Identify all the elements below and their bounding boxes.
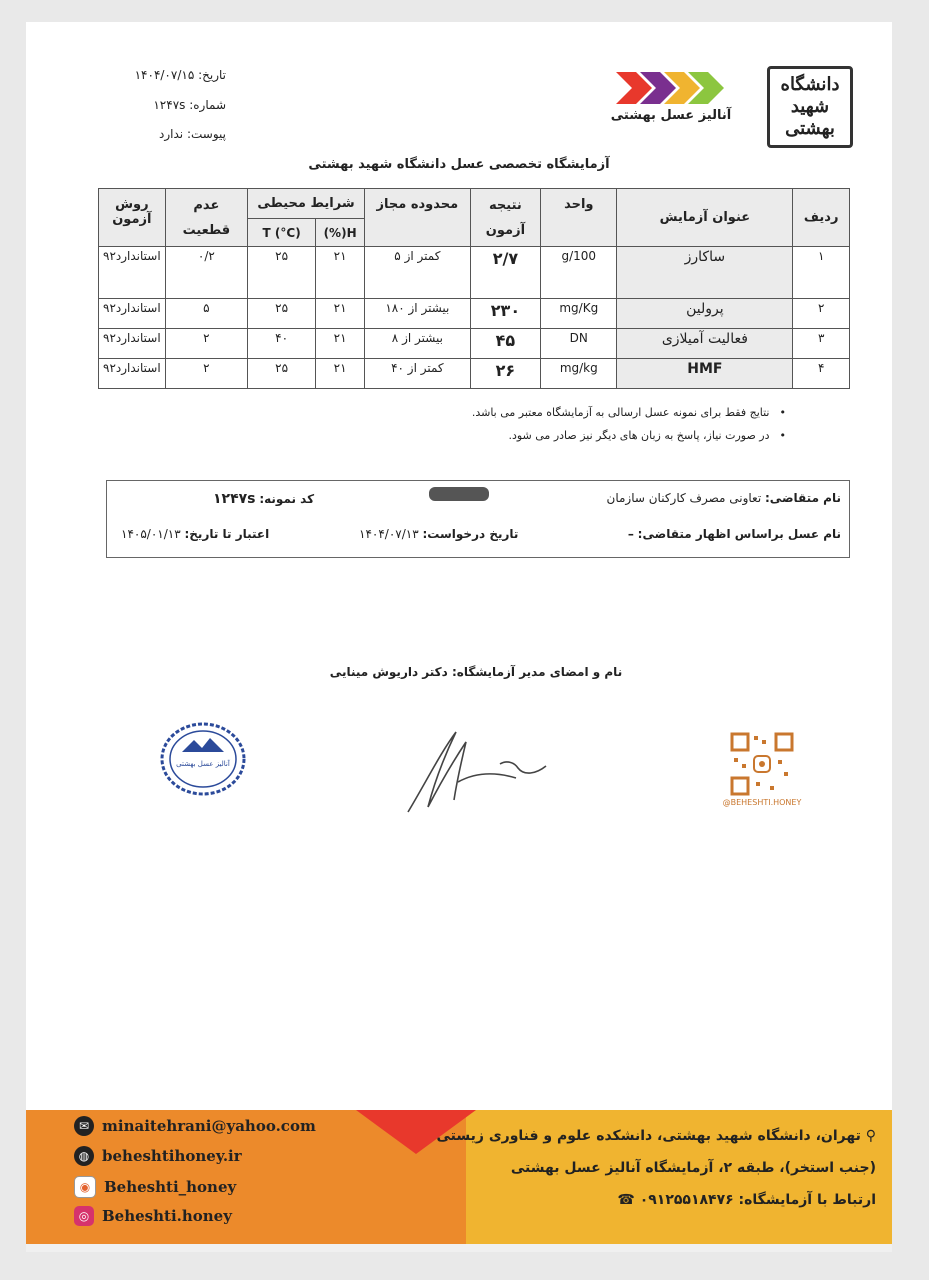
applicant-name-value: تعاونی مصرف کارکنان سازمان <box>606 491 762 505</box>
table-row <box>99 359 850 389</box>
lab-stamp-icon <box>160 722 246 796</box>
cell-unit: mg/Kg <box>541 299 617 329</box>
note-item: • در صورت نیاز، پاسخ به زبان های دیگر نیز صادر می شود. <box>226 429 786 442</box>
footer-bottom-strip <box>26 1244 892 1252</box>
attachment-line: پیوست: ندارد <box>159 127 226 141</box>
cell-limit: بیشتر از ۱۸۰ <box>365 299 471 329</box>
th-row: ردیف <box>793 189 850 247</box>
university-logo <box>767 66 853 148</box>
th-uncertainty <box>165 189 247 247</box>
th-env: شرایط محیطی <box>248 189 365 219</box>
cell-temperature: ۴۰ <box>248 329 316 359</box>
logo-text-3: بهشتی <box>785 118 835 139</box>
cell-row: ۴ <box>793 359 850 389</box>
address-1-text: تهران، دانشگاه شهید بهشتی، دانشکده علوم و فناوری زیستی <box>436 1128 861 1144</box>
cell-unit: g/100 <box>541 247 617 299</box>
th-result-2: آزمون <box>485 222 526 238</box>
request-date <box>359 527 518 541</box>
cell-humidity: ۲۱ <box>316 299 365 329</box>
signature-title: نام و امضای مدیر آزمایشگاه: دکتر داریوش مینایی <box>329 665 623 679</box>
instagram-icon: ◎ <box>74 1206 94 1226</box>
th-result <box>470 189 540 247</box>
th-uncert-1: عدم <box>193 197 220 213</box>
honey-name <box>628 527 841 541</box>
brand-name: آنالیز عسل بهشتی <box>610 108 732 123</box>
notes-list <box>226 406 786 452</box>
table-row <box>99 329 850 359</box>
table-row <box>99 247 850 299</box>
cell-humidity: ۲۱ <box>316 359 365 389</box>
cell-row: ۱ <box>793 247 850 299</box>
th-uncert-2: قطعیت <box>182 222 231 238</box>
cell-test: پرولین <box>617 299 793 329</box>
valid-until-value: ۱۴۰۵/۰۱/۱۳ <box>121 527 181 541</box>
cell-temperature: ۲۵ <box>248 359 316 389</box>
th-unit: واحد <box>541 189 617 247</box>
cell-limit: کمتر از ۵ <box>365 247 471 299</box>
valid-until <box>121 527 269 541</box>
valid-until-label: اعتبار تا تاریخ: <box>184 527 270 541</box>
social-contact-1[interactable] <box>74 1176 236 1198</box>
eitaa-icon: ◉ <box>74 1176 96 1198</box>
cell-humidity: ۲۱ <box>316 329 365 359</box>
th-limit: محدوده مجاز <box>365 189 471 247</box>
brand-logo-icon <box>616 72 728 104</box>
honey-name-value: – <box>627 527 634 541</box>
stamp-text: آنالیز عسل بهشتی <box>176 760 230 768</box>
cell-result: ۴۵ <box>470 329 540 359</box>
cell-temperature: ۲۵ <box>248 299 316 329</box>
logo-text-2: شهید <box>790 96 830 117</box>
social1-text: Beheshti_honey <box>104 1178 237 1196</box>
signature-icon <box>396 712 566 822</box>
th-result-1: نتیجه <box>489 197 522 213</box>
request-date-label: تاریخ درخواست: <box>422 527 519 541</box>
cell-uncertainty: ۵ <box>165 299 247 329</box>
cell-test: HMF <box>617 359 793 389</box>
cell-result: ۲۳۰ <box>470 299 540 329</box>
cell-method: استاندارد۹۲ <box>99 359 166 389</box>
cell-limit: بیشتر از ۸ <box>365 329 471 359</box>
sample-code <box>213 491 314 507</box>
request-date-value: ۱۴۰۴/۰۷/۱۳ <box>359 527 419 541</box>
address-line-2: (جنب استخر)، طبقه ۲، آزمایشگاه آنالیز عسل بهشتی <box>510 1160 876 1176</box>
cell-unit: mg/kg <box>541 359 617 389</box>
th-humidity: H(%) <box>316 219 365 247</box>
social-contact-2[interactable] <box>74 1206 232 1226</box>
footer <box>26 1110 892 1244</box>
cell-temperature: ۲۵ <box>248 247 316 299</box>
cell-humidity: ۲۱ <box>316 247 365 299</box>
mail-icon: ✉ <box>74 1116 94 1136</box>
applicant-box <box>106 480 850 558</box>
sample-code-label: کد نمونه: <box>259 492 315 506</box>
website-contact[interactable] <box>74 1146 242 1166</box>
email-contact[interactable] <box>74 1116 316 1136</box>
phone-line <box>436 1192 876 1208</box>
globe-icon: ◍ <box>74 1146 94 1166</box>
cell-method: استاندارد۹۲ <box>99 329 166 359</box>
applicant-name-label: نام متقاضی: <box>765 491 841 505</box>
phone-icon: ☎ <box>617 1192 635 1208</box>
cell-result: ۲۶ <box>470 359 540 389</box>
cell-method: استاندارد۹۲ <box>99 299 166 329</box>
th-test: عنوان آزمایش <box>617 189 793 247</box>
redaction-mark <box>429 487 489 501</box>
website-text: beheshtihoney.ir <box>102 1147 242 1165</box>
cell-row: ۳ <box>793 329 850 359</box>
cell-limit: کمتر از ۴۰ <box>365 359 471 389</box>
qr-code-icon <box>730 732 794 796</box>
social2-text: Beheshti.honey <box>102 1207 232 1225</box>
cell-test: فعالیت آمیلازی <box>617 329 793 359</box>
lab-title: آزمایشگاه تخصصی عسل دانشگاه شهید بهشتی <box>308 157 610 172</box>
th-method: روش آزمون <box>99 189 166 247</box>
applicant-name <box>607 491 841 505</box>
address-line-1 <box>436 1128 876 1144</box>
document-page <box>26 22 892 1252</box>
results-table <box>98 188 850 389</box>
note-item: • نتایج فقط برای نمونه عسل ارسالی به آزمایشگاه معتبر می باشد. <box>226 406 786 419</box>
cell-uncertainty: ۰/۲ <box>165 247 247 299</box>
cell-row: ۲ <box>793 299 850 329</box>
qr-caption: @BEHESHTI.HONEY <box>722 798 802 807</box>
cell-method: استاندارد۹۲ <box>99 247 166 299</box>
cell-test: ساکارز <box>617 247 793 299</box>
location-pin-icon: ⚲ <box>865 1128 876 1144</box>
th-temperature: T (°C) <box>248 219 316 247</box>
cell-result: ۲/۷ <box>470 247 540 299</box>
cell-uncertainty: ۲ <box>165 329 247 359</box>
sample-code-value: ۱۲۴۷s <box>213 491 256 507</box>
date-line: تاریخ: ۱۴۰۴/۰۷/۱۵ <box>134 68 226 82</box>
email-text: minaitehrani@yahoo.com <box>102 1117 316 1135</box>
table-row <box>99 299 850 329</box>
cell-uncertainty: ۲ <box>165 359 247 389</box>
cell-unit: DN <box>541 329 617 359</box>
number-line: شماره: ۱۲۴۷s <box>153 98 226 112</box>
phone-text: ارتباط با آزمایشگاه: ۰۹۱۲۵۵۱۸۴۷۶ <box>639 1192 876 1208</box>
honey-name-label: نام عسل براساس اظهار متقاضی: <box>637 527 841 541</box>
logo-text-1: دانشگاه <box>780 74 840 95</box>
